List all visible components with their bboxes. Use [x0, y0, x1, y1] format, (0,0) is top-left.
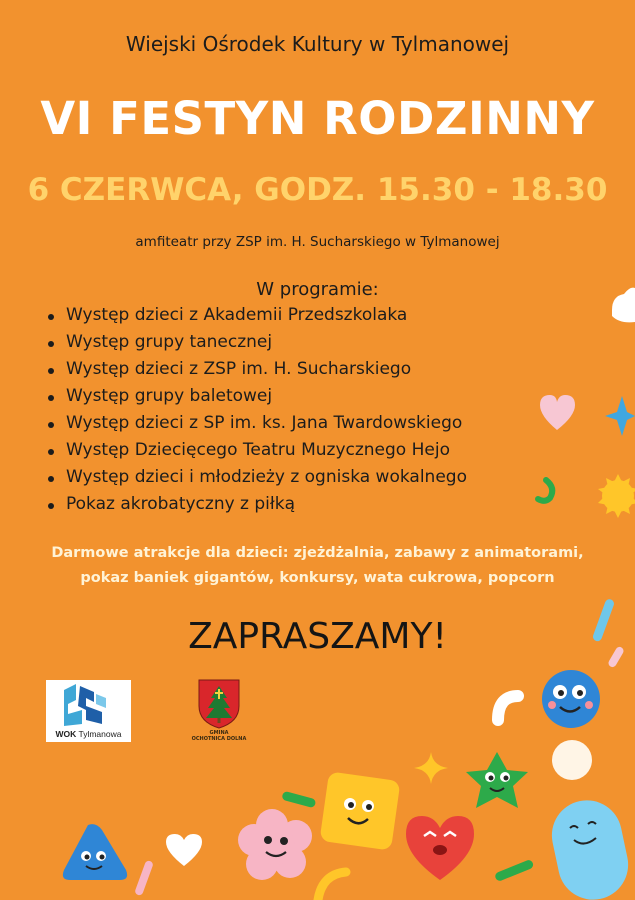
sparkle-icon: [605, 396, 635, 436]
free-attractions-line: pokaz baniek gigantów, konkursy, wata cukrowa, popcorn: [80, 570, 555, 586]
program-item: Występ dzieci z Akademii Przedszkolaka: [48, 302, 467, 329]
program-item: Występ dzieci z SP im. ks. Jana Twardowskiego: [48, 410, 467, 437]
green-star-icon: [466, 752, 528, 808]
program-item: Występ grupy tanecznej: [48, 329, 467, 356]
event-title: VI FESTYN RODZINNY: [40, 92, 595, 145]
free-attractions: [0, 541, 635, 591]
blue-triangle-smiley-icon: [63, 824, 127, 880]
blue-smiley-icon: [542, 670, 600, 728]
sun-icon: [598, 474, 635, 518]
gmina-logo-label: GMINA OCHOTNICA DOLNA: [191, 730, 247, 742]
program-item: Występ dzieci z ZSP im. H. Sucharskiego: [48, 356, 467, 383]
heart-icon: [166, 834, 202, 866]
bullet-icon: [48, 476, 54, 482]
badge-icon: [552, 740, 592, 780]
bullet-icon: [48, 422, 54, 428]
bullet-icon: [48, 449, 54, 455]
bullet-icon: [48, 341, 54, 347]
wok-logo: [46, 680, 131, 742]
wok-logo-label: WOK Tylmanowa: [55, 729, 122, 739]
sparkle-icon: [414, 752, 448, 784]
bullet-icon: [48, 314, 54, 320]
gmina-logo: [191, 676, 247, 742]
red-heart-smiley-icon: [406, 816, 474, 880]
invitation-text: ZAPRASZAMY!: [188, 616, 447, 657]
bullet-icon: [48, 503, 54, 509]
squiggle-icon: [538, 480, 552, 501]
event-venue: amfiteatr przy ZSP im. H. Sucharskiego w Tylmanowej: [135, 234, 500, 250]
yellow-square-smiley-icon: [319, 771, 400, 850]
bullet-icon: [48, 395, 54, 401]
program-item: Pokaz akrobatyczny z piłką: [48, 491, 467, 518]
program-heading: W programie:: [256, 279, 379, 300]
organizer-name: Wiejski Ośrodek Kultury w Tylmanowej: [125, 32, 510, 56]
stick-icon: [281, 791, 316, 808]
pink-flower-smiley-icon: [238, 809, 312, 880]
program-item: Występ grupy baletowej: [48, 383, 467, 410]
arc-icon: [498, 696, 518, 720]
heart-icon: [540, 395, 575, 430]
free-attractions-line: Darmowe atrakcje dla dzieci: zjeżdżalnia, zabawy z animatorami,: [51, 545, 584, 561]
event-date-time: 6 CZERWCA, GODZ. 15.30 - 18.30: [27, 172, 608, 208]
coat-of-arms-icon: [191, 676, 247, 730]
light-blue-blob-smiley-icon: [545, 794, 634, 900]
program-item: Występ dzieci i młodzieży z ogniska wokalnego: [48, 464, 467, 491]
program-list: [48, 302, 467, 518]
arc-icon: [318, 872, 346, 900]
bullet-icon: [48, 368, 54, 374]
program-item: Występ Dziecięcego Teatru Muzycznego Hejo: [48, 437, 467, 464]
stick-icon: [494, 859, 534, 882]
stick-icon: [134, 860, 154, 897]
wok-mountain-icon: [46, 680, 131, 730]
